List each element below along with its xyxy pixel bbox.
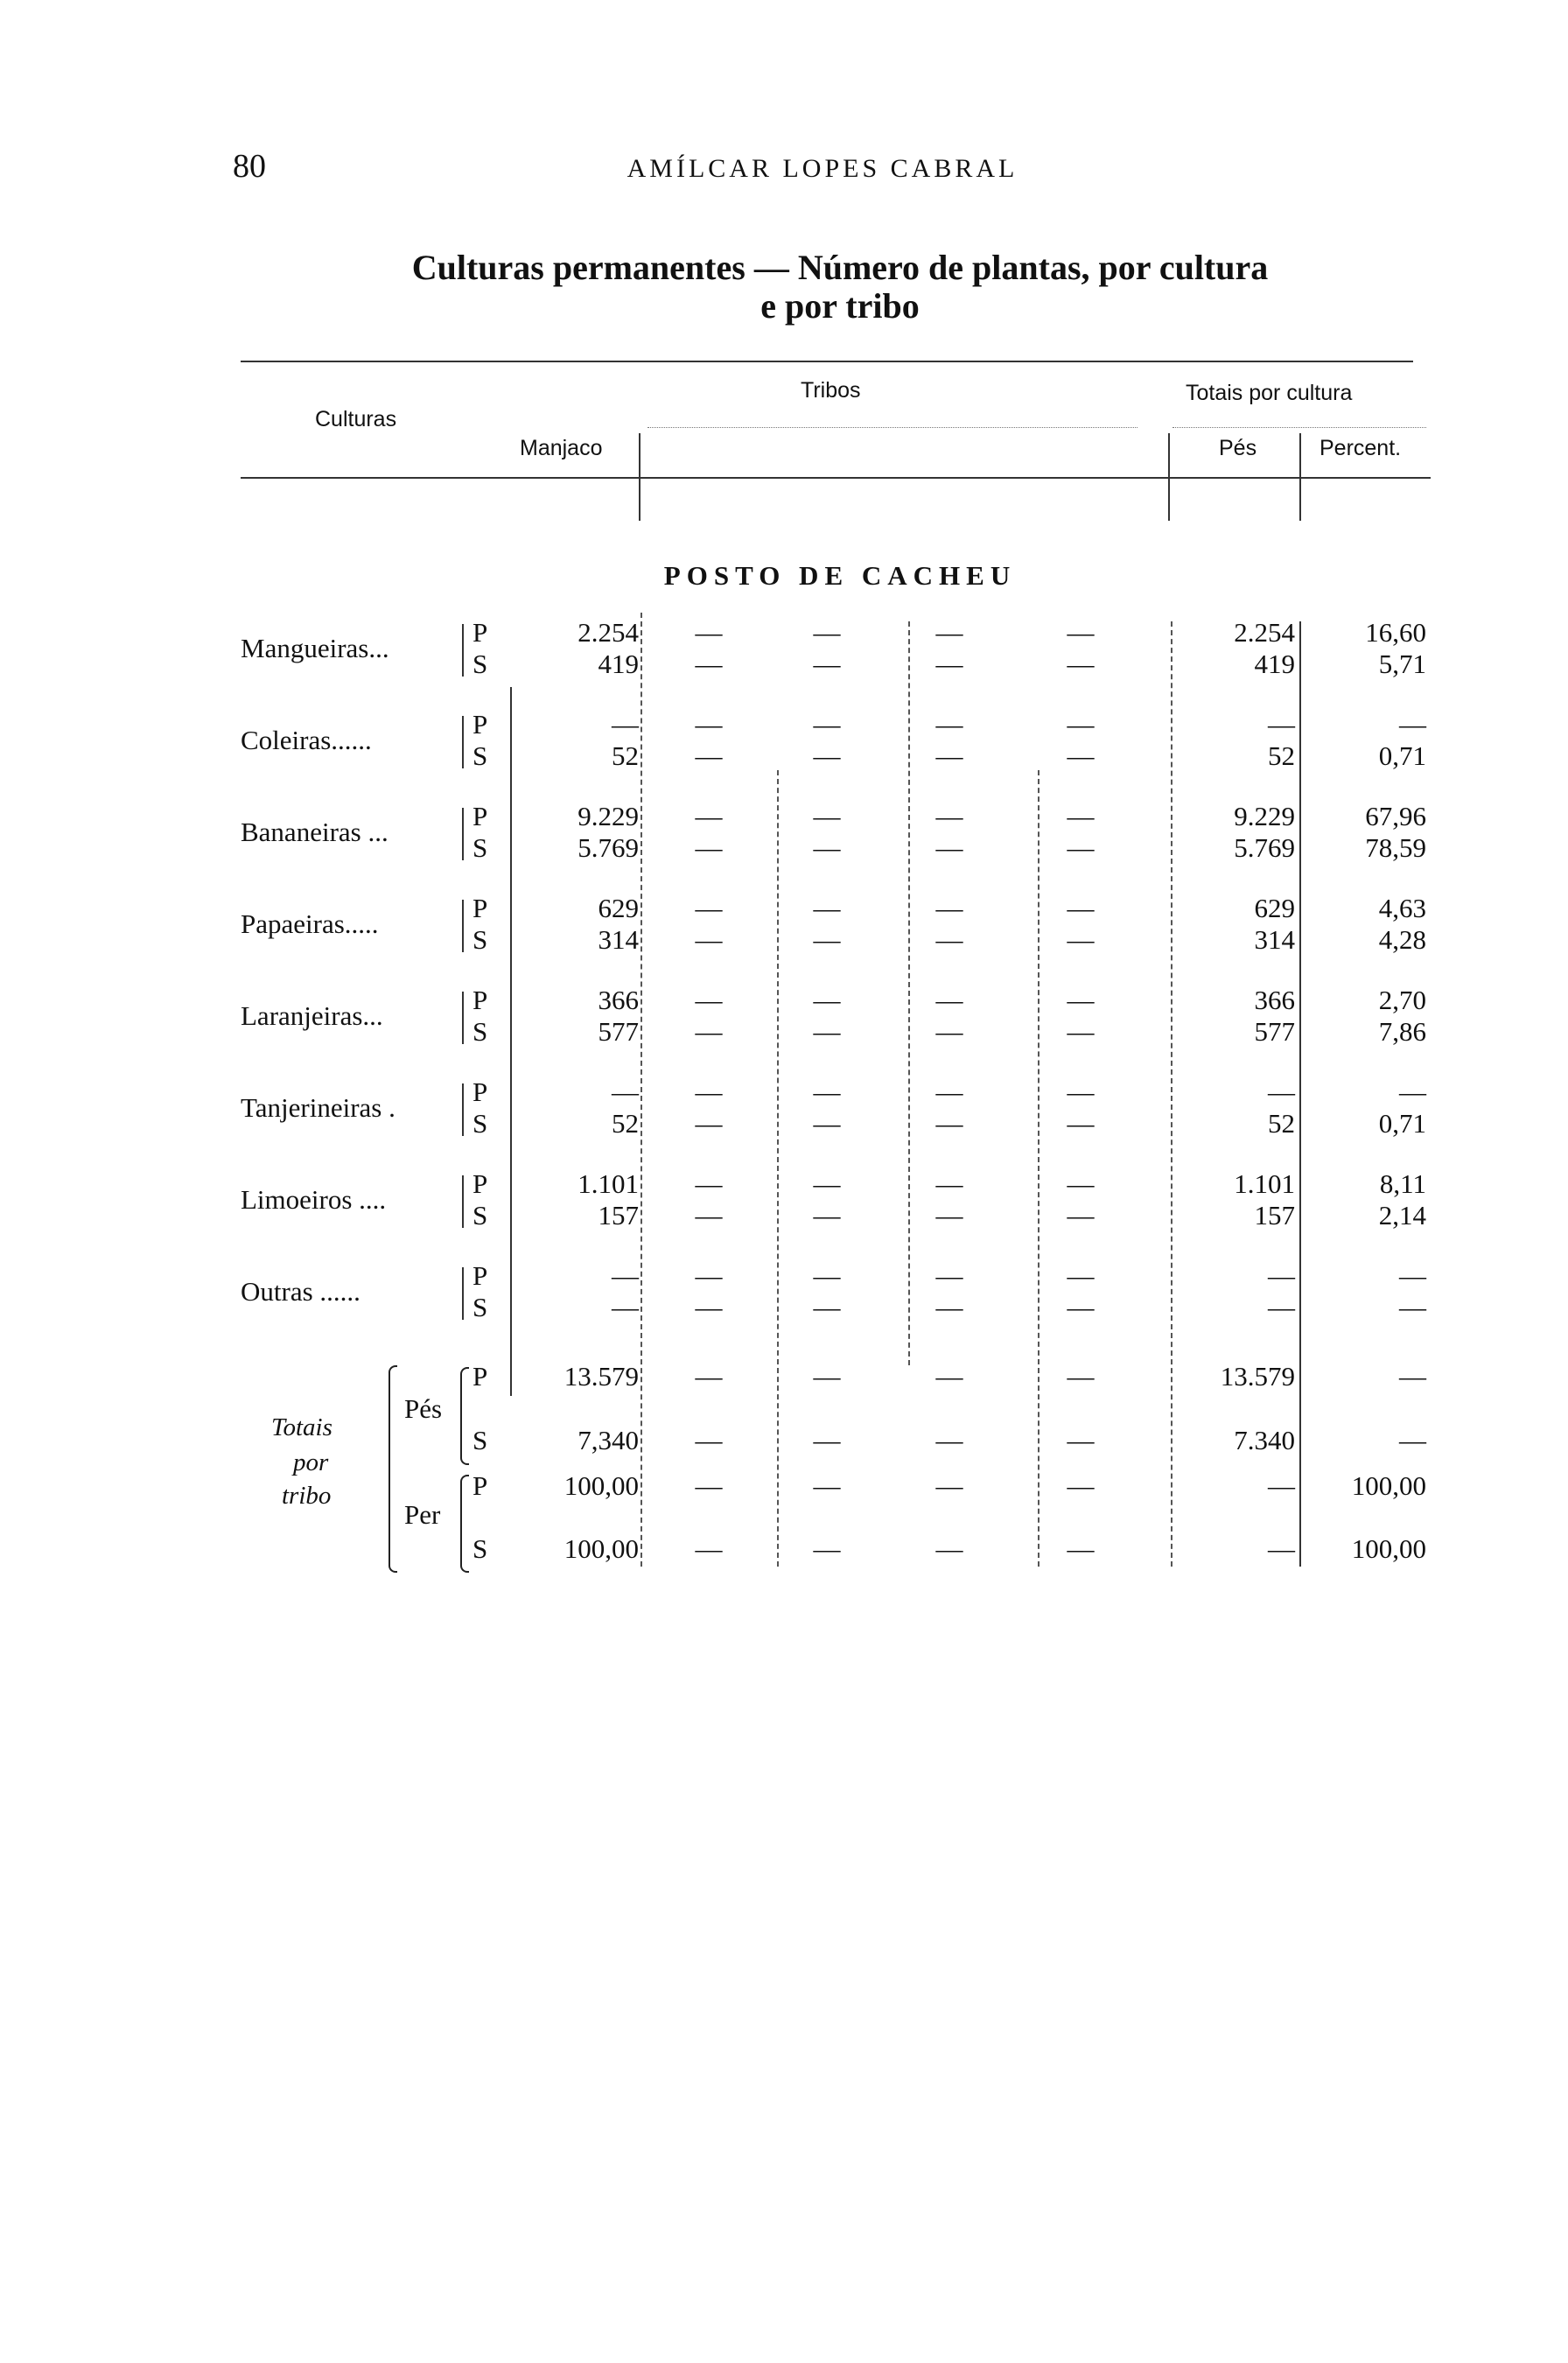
total-percent-value: 7,86 [1378, 1016, 1426, 1047]
culture-name: Limoeiros .... [241, 1184, 387, 1215]
empty-tribe-cell: — [813, 740, 841, 771]
empty-tribe-cell: — [695, 1168, 723, 1199]
s-label: S [472, 924, 488, 955]
empty-tribe-cell: — [1067, 649, 1095, 679]
manjaco-value: 577 [598, 1016, 639, 1047]
manjaco-total: 100,00 [564, 1470, 639, 1501]
empty-tribe-cell: — [695, 1361, 723, 1392]
empty-tribe-cell: — [935, 1168, 963, 1199]
total-percent-value: 100,00 [1351, 1533, 1426, 1564]
manjaco-value: 419 [598, 649, 639, 679]
empty-tribe-cell: — [1067, 1076, 1095, 1107]
table-title-line1: Culturas permanentes — Número de plantas, por cultura [411, 248, 1269, 287]
empty-tribe-cell: — [813, 1076, 841, 1107]
empty-tribe-cell: — [813, 893, 841, 923]
total-pes-value: 314 [1254, 924, 1295, 955]
empty-tribe-cell: — [935, 924, 963, 955]
total-pes-value: 13.579 [1220, 1361, 1295, 1392]
s-label: S [472, 1108, 488, 1139]
empty-tribe-cell: — [1067, 1470, 1095, 1501]
p-label: P [472, 801, 488, 831]
empty-tribe-cell: — [935, 1292, 963, 1322]
empty-tribe-cell: — [935, 1076, 963, 1107]
column-rule [908, 621, 910, 1365]
empty-tribe-cell: — [813, 649, 841, 679]
empty-tribe-cell: — [695, 1200, 723, 1231]
total-pes-value: 52 [1268, 740, 1295, 771]
header-bottom-rule [241, 477, 1431, 479]
empty-tribe-cell: — [695, 1533, 723, 1564]
total-percent-value: — [1399, 1260, 1426, 1291]
p-label: P [472, 709, 488, 740]
manjaco-value: 9.229 [578, 801, 639, 831]
empty-tribe-cell: — [1067, 617, 1095, 648]
empty-tribe-cell: — [935, 1016, 963, 1047]
header-manjaco: Manjaco [520, 436, 603, 460]
empty-tribe-cell: — [695, 740, 723, 771]
empty-tribe-cell: — [935, 740, 963, 771]
total-pes-value: 9.229 [1234, 801, 1295, 831]
empty-tribe-cell: — [813, 1016, 841, 1047]
totals-label-1: Totais [271, 1413, 332, 1441]
empty-tribe-cell: — [1067, 1292, 1095, 1322]
empty-tribe-cell: — [695, 649, 723, 679]
s-label: S [472, 649, 488, 679]
tribos-rule [648, 427, 1138, 428]
empty-tribe-cell: — [1067, 709, 1095, 740]
culture-name: Papaeiras..... [241, 908, 379, 939]
culture-name: Laranjeiras... [241, 1000, 383, 1031]
empty-tribe-cell: — [935, 1470, 963, 1501]
total-percent-value: 4,28 [1378, 924, 1426, 955]
column-rule [639, 433, 640, 521]
s-label: S [472, 1016, 488, 1047]
manjaco-total: 13.579 [564, 1361, 639, 1392]
column-rule [777, 770, 779, 1567]
total-pes-value: 629 [1254, 893, 1295, 923]
empty-tribe-cell: — [935, 1200, 963, 1231]
empty-tribe-cell: — [935, 832, 963, 863]
empty-tribe-cell: — [813, 1361, 841, 1392]
empty-tribe-cell: — [813, 1533, 841, 1564]
manjaco-value: 314 [598, 924, 639, 955]
column-rule [1038, 770, 1040, 1567]
s-label: S [472, 832, 488, 863]
manjaco-value: — [612, 1260, 639, 1291]
empty-tribe-cell: — [935, 801, 963, 831]
p-label: P [472, 1168, 488, 1199]
empty-tribe-cell: — [813, 1200, 841, 1231]
culture-name: Mangueiras... [241, 633, 389, 663]
empty-tribe-cell: — [1067, 1361, 1095, 1392]
empty-tribe-cell: — [935, 649, 963, 679]
empty-tribe-cell: — [935, 893, 963, 923]
empty-tribe-cell: — [813, 1425, 841, 1455]
empty-tribe-cell: — [695, 709, 723, 740]
total-percent-value: — [1399, 1361, 1426, 1392]
total-pes-value: 52 [1268, 1108, 1295, 1139]
totals-label-3: tribo [282, 1482, 332, 1510]
total-pes-value: — [1268, 1292, 1295, 1322]
running-head: AMÍLCAR LOPES CABRAL [626, 154, 1018, 183]
p-label: P [472, 1076, 488, 1107]
total-pes-value: 577 [1254, 1016, 1295, 1047]
total-pes-value: — [1268, 709, 1295, 740]
empty-tribe-cell: — [935, 1533, 963, 1564]
brace-icon [388, 1365, 397, 1470]
empty-tribe-cell: — [1067, 1168, 1095, 1199]
manjaco-value: 366 [598, 985, 639, 1015]
empty-tribe-cell: — [1067, 1425, 1095, 1455]
header-percent: Percent. [1320, 436, 1402, 460]
total-pes-value: 1.101 [1234, 1168, 1295, 1199]
manjaco-value: 52 [612, 1108, 639, 1139]
brace-icon [460, 1415, 469, 1465]
total-percent-value: 2,14 [1378, 1200, 1426, 1231]
empty-tribe-cell: — [695, 1425, 723, 1455]
empty-tribe-cell: — [813, 985, 841, 1015]
total-pes-value: — [1268, 1076, 1295, 1107]
empty-tribe-cell: — [813, 801, 841, 831]
total-pes-value: 2.254 [1234, 617, 1295, 648]
total-percent-value: 78,59 [1365, 832, 1426, 863]
page-number: 80 [233, 148, 266, 185]
manjaco-value: 52 [612, 740, 639, 771]
empty-tribe-cell: — [935, 1425, 963, 1455]
brace-icon [462, 716, 464, 768]
brace-icon [460, 1475, 469, 1525]
manjaco-value: — [612, 1292, 639, 1322]
total-pes-value: 419 [1254, 649, 1295, 679]
p-label: P [472, 893, 488, 923]
brace-icon [462, 1175, 464, 1228]
ps-label: P [472, 1361, 488, 1392]
header-totais-por-cultura: Totais por cultura [1186, 381, 1353, 405]
table-title-line2: e por tribo [760, 286, 920, 326]
s-label: S [472, 740, 488, 771]
culture-name: Coleiras...... [241, 725, 372, 755]
empty-tribe-cell: — [1067, 801, 1095, 831]
total-percent-value: 8,11 [1379, 1168, 1426, 1199]
empty-tribe-cell: — [813, 1292, 841, 1322]
empty-tribe-cell: — [935, 1108, 963, 1139]
total-percent-value: 4,63 [1378, 893, 1426, 923]
empty-tribe-cell: — [935, 709, 963, 740]
empty-tribe-cell: — [1067, 1260, 1095, 1291]
brace-icon [460, 1523, 469, 1573]
column-rule [640, 613, 642, 1567]
empty-tribe-cell: — [695, 617, 723, 648]
total-percent-value: 0,71 [1378, 740, 1426, 771]
ps-label: S [472, 1425, 488, 1455]
total-percent-value: — [1399, 1425, 1426, 1455]
total-pes-value: 157 [1254, 1200, 1295, 1231]
brace-icon [462, 992, 464, 1044]
empty-tribe-cell: — [1067, 1533, 1095, 1564]
total-pes-value: 7.340 [1234, 1425, 1295, 1455]
total-percent-value: 0,71 [1378, 1108, 1426, 1139]
per-group-label: Per [404, 1499, 441, 1530]
manjaco-value: — [612, 1076, 639, 1107]
empty-tribe-cell: — [695, 1108, 723, 1139]
manjaco-value: 1.101 [578, 1168, 639, 1199]
manjaco-value: 5.769 [578, 832, 639, 863]
empty-tribe-cell: — [813, 617, 841, 648]
empty-tribe-cell: — [695, 1470, 723, 1501]
manjaco-value: 2.254 [578, 617, 639, 648]
manjaco-total: 100,00 [564, 1533, 639, 1564]
empty-tribe-cell: — [1067, 893, 1095, 923]
empty-tribe-cell: — [1067, 924, 1095, 955]
culture-name: Tanjerineiras . [241, 1092, 396, 1123]
manjaco-value: 157 [598, 1200, 639, 1231]
empty-tribe-cell: — [813, 1470, 841, 1501]
total-percent-value: — [1399, 709, 1426, 740]
empty-tribe-cell: — [935, 1361, 963, 1392]
empty-tribe-cell: — [695, 924, 723, 955]
header-tribos: Tribos [801, 378, 861, 403]
culture-name: Outras ...... [241, 1276, 360, 1307]
empty-tribe-cell: — [1067, 1016, 1095, 1047]
pes-group-label: Pés [404, 1393, 443, 1424]
brace-icon [460, 1367, 469, 1417]
empty-tribe-cell: — [695, 832, 723, 863]
empty-tribe-cell: — [1067, 985, 1095, 1015]
empty-tribe-cell: — [695, 1260, 723, 1291]
s-label: S [472, 1292, 488, 1322]
culture-name: Bananeiras ... [241, 817, 388, 847]
empty-tribe-cell: — [695, 1076, 723, 1107]
empty-tribe-cell: — [813, 709, 841, 740]
total-pes-value: — [1268, 1533, 1295, 1564]
total-percent-value: 2,70 [1378, 985, 1426, 1015]
column-rule [1299, 433, 1301, 521]
column-rule [1168, 433, 1170, 521]
p-label: P [472, 985, 488, 1015]
empty-tribe-cell: — [1067, 740, 1095, 771]
brace-icon [388, 1469, 397, 1573]
empty-tribe-cell: — [1067, 1200, 1095, 1231]
empty-tribe-cell: — [813, 1260, 841, 1291]
p-label: P [472, 617, 488, 648]
manjaco-value: — [612, 709, 639, 740]
total-percent-value: — [1399, 1292, 1426, 1322]
total-percent-value: — [1399, 1076, 1426, 1107]
ps-label: S [472, 1533, 488, 1564]
empty-tribe-cell: — [813, 1168, 841, 1199]
total-pes-value: 366 [1254, 985, 1295, 1015]
empty-tribe-cell: — [695, 985, 723, 1015]
empty-tribe-cell: — [813, 1108, 841, 1139]
total-percent-value: 16,60 [1365, 617, 1426, 648]
manjaco-value: 629 [598, 893, 639, 923]
totals-label-2: por [293, 1448, 329, 1476]
empty-tribe-cell: — [1067, 832, 1095, 863]
empty-tribe-cell: — [935, 617, 963, 648]
p-label: P [472, 1260, 488, 1291]
total-pes-value: — [1268, 1470, 1295, 1501]
total-percent-value: 100,00 [1351, 1470, 1426, 1501]
empty-tribe-cell: — [695, 893, 723, 923]
manjaco-total: 7,340 [578, 1425, 639, 1455]
brace-icon [462, 1083, 464, 1136]
ps-label: P [472, 1470, 488, 1501]
s-label: S [472, 1200, 488, 1231]
totais-rule [1172, 427, 1426, 428]
empty-tribe-cell: — [695, 1016, 723, 1047]
empty-tribe-cell: — [935, 1260, 963, 1291]
empty-tribe-cell: — [1067, 1108, 1095, 1139]
top-rule [241, 361, 1413, 362]
header-culturas: Culturas [315, 407, 397, 431]
total-pes-value: — [1268, 1260, 1295, 1291]
total-percent-value: 67,96 [1365, 801, 1426, 831]
empty-tribe-cell: — [813, 832, 841, 863]
header-pes: Pés [1219, 436, 1257, 460]
section-posto-de-cacheu: POSTO DE CACHEU [663, 560, 1017, 591]
empty-tribe-cell: — [813, 924, 841, 955]
brace-icon [462, 1267, 464, 1320]
empty-tribe-cell: — [695, 801, 723, 831]
total-percent-value: 5,71 [1378, 649, 1426, 679]
brace-icon [462, 808, 464, 860]
total-pes-value: 5.769 [1234, 832, 1295, 863]
empty-tribe-cell: — [695, 1292, 723, 1322]
brace-icon [462, 900, 464, 952]
empty-tribe-cell: — [935, 985, 963, 1015]
brace-icon [462, 624, 464, 677]
